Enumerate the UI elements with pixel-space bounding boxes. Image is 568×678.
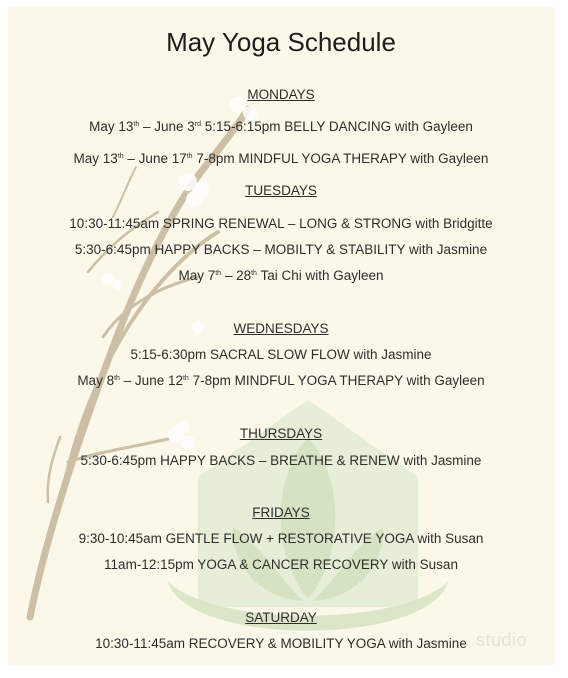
schedule-content xyxy=(8,7,554,665)
class-entry-tue-1: 10:30-11:45am SPRING RENEWAL – LONG & STRONG with Bridgitte xyxy=(69,216,493,231)
page-title: May Yoga Schedule xyxy=(166,27,396,57)
day-heading-saturday: SATURDAY xyxy=(245,610,317,625)
date-end: – June 12 xyxy=(119,373,183,388)
class-details: 7-8pm MINDFUL YOGA THERAPY with Gayleen xyxy=(192,151,489,166)
class-entry-mon-1 xyxy=(8,119,554,134)
class-entry-fri-1: 9:30-10:45am GENTLE FLOW + RESTORATIVE YOGA with Susan xyxy=(78,531,484,546)
ordinal: th xyxy=(215,270,222,277)
class-entry-thu-1: 5:30-6:45pm HAPPY BACKS – BREATHE & RENEW with Jasmine xyxy=(80,453,482,468)
ordinal: th xyxy=(117,153,124,160)
class-details: 7-8pm MINDFUL YOGA THERAPY with Gayleen xyxy=(188,373,485,388)
date-end: – June 3 xyxy=(139,119,195,134)
date-start: May 7 xyxy=(178,268,216,283)
studio-watermark: studio xyxy=(476,630,528,650)
class-entry-fri-2: 11am-12:15pm YOGA & CANCER RECOVERY with Susan xyxy=(104,557,458,572)
class-entry-wed-1: 5:15-6:30pm SACRAL SLOW FLOW with Jasmine xyxy=(130,347,432,362)
class-entry-tue-2: 5:30-6:45pm HAPPY BACKS – MOBILTY & STABILITY with Jasmine xyxy=(74,242,488,257)
date-start: May 13 xyxy=(89,119,134,134)
ordinal: th xyxy=(186,153,193,160)
date-start: May 8 xyxy=(77,373,115,388)
class-entry-wed-2 xyxy=(8,373,554,388)
class-entry-sat-1: 10:30-11:45am RECOVERY & MOBILITY YOGA with Jasmine xyxy=(95,636,467,651)
date-end: – June 17 xyxy=(123,151,187,166)
ordinal: th xyxy=(182,375,189,382)
class-details: Tai Chi with Gayleen xyxy=(256,268,384,283)
ordinal: th xyxy=(133,121,140,128)
day-heading-mondays: MONDAYS xyxy=(247,87,315,102)
day-heading-fridays: FRIDAYS xyxy=(252,505,310,520)
class-details: 5:15-6:15pm BELLY DANCING with Gayleen xyxy=(201,119,473,134)
day-heading-tuesdays: TUESDAYS xyxy=(245,183,317,198)
class-entry-mon-2 xyxy=(8,151,554,166)
date-end: – 28 xyxy=(221,268,252,283)
schedule-flyer xyxy=(8,7,554,665)
ordinal: rd xyxy=(194,121,201,128)
day-heading-wednesdays: WEDNESDAYS xyxy=(233,321,329,336)
ordinal: th xyxy=(251,270,257,277)
class-entry-tue-3 xyxy=(8,268,554,283)
date-start: May 13 xyxy=(73,151,118,166)
ordinal: th xyxy=(114,375,120,382)
day-heading-thursdays: THURSDAYS xyxy=(239,426,323,441)
